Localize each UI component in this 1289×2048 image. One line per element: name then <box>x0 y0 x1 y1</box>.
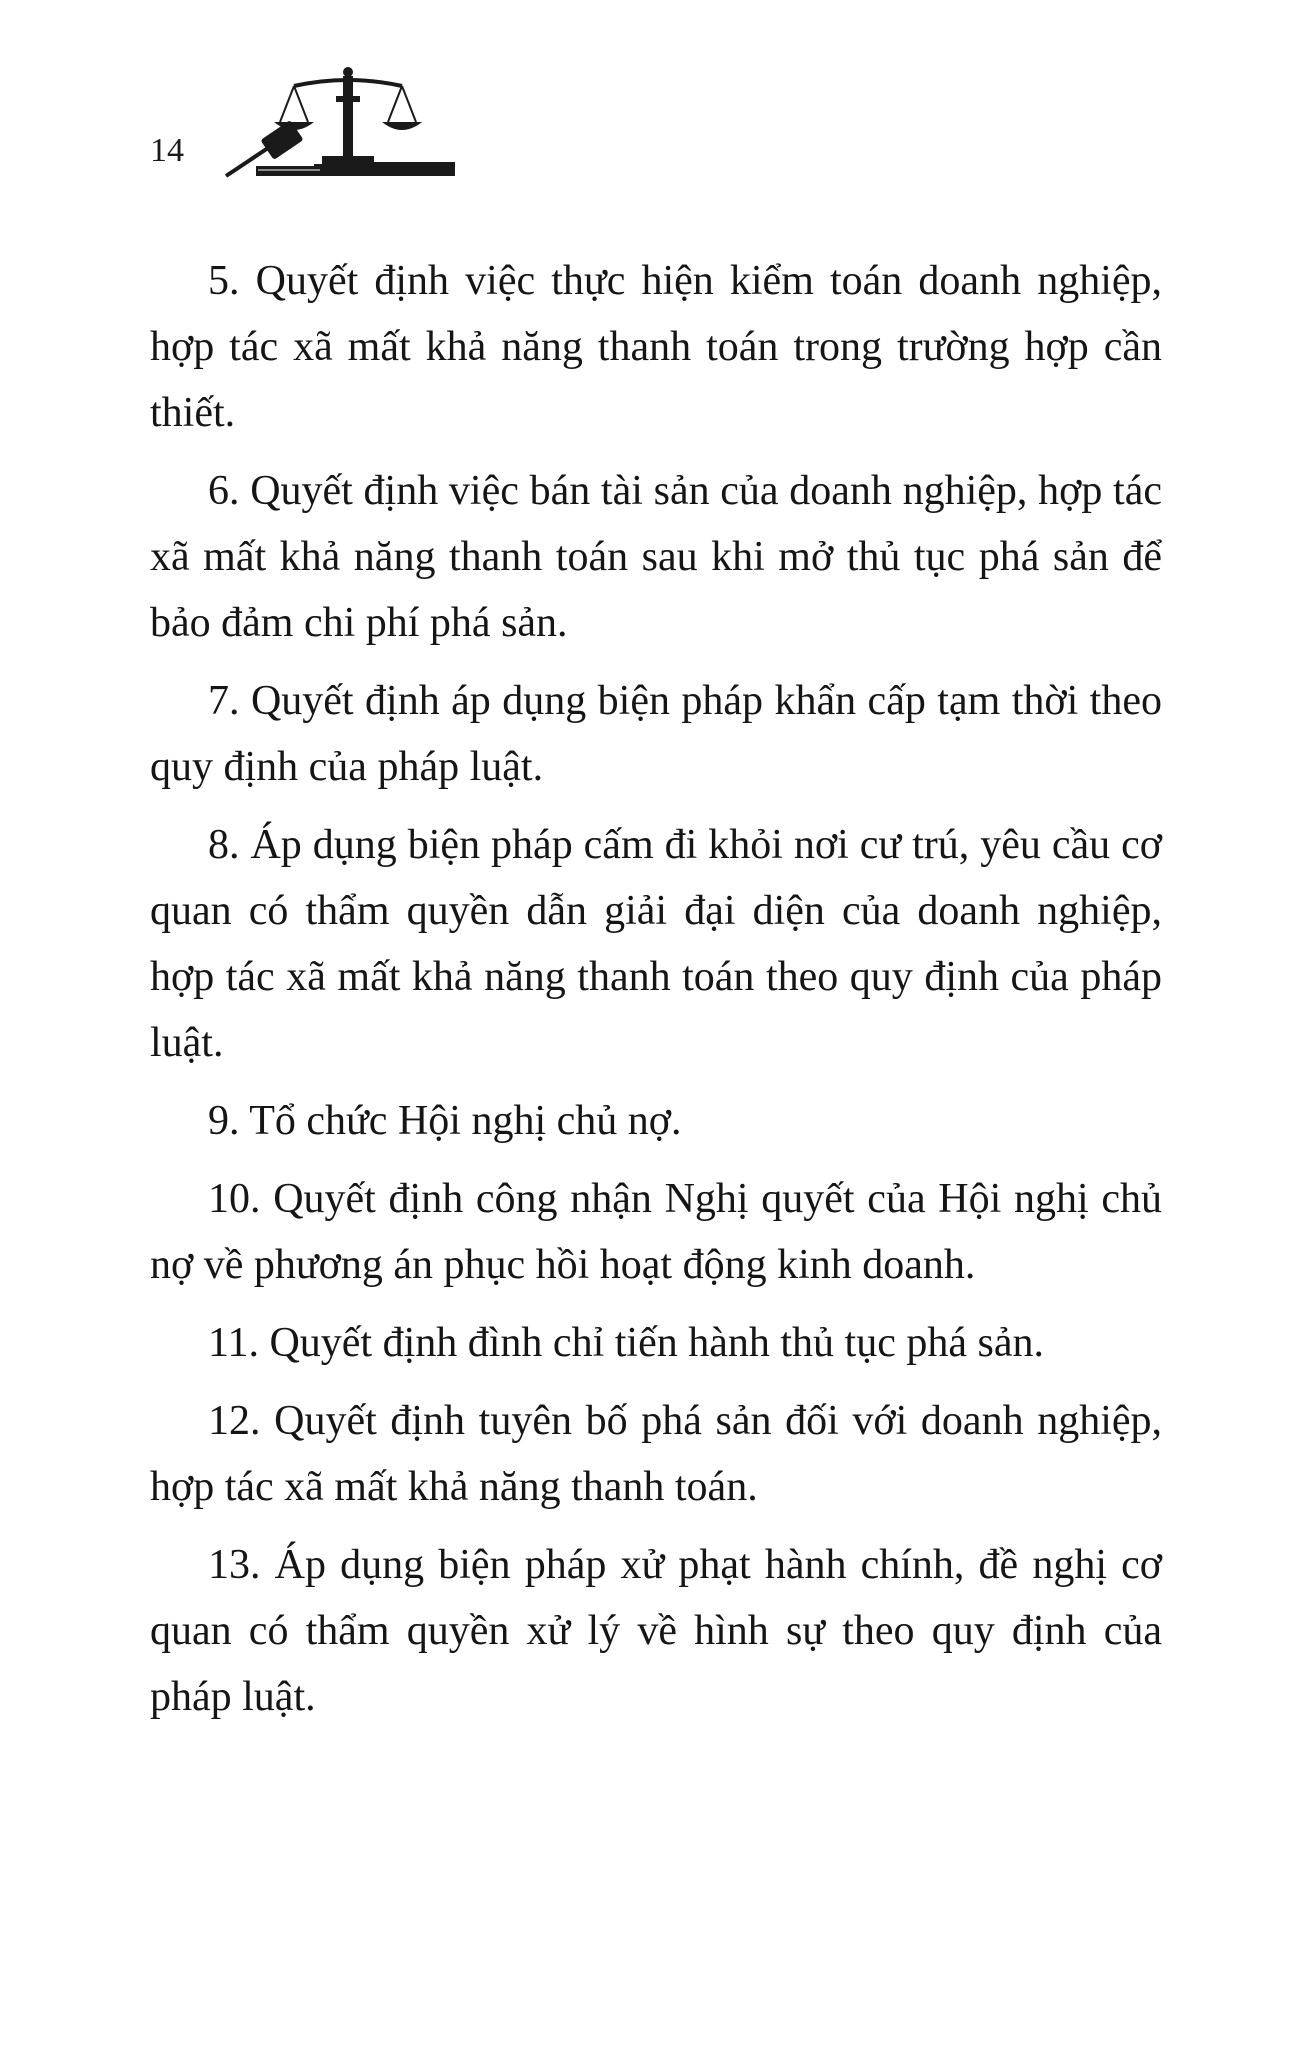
page-header <box>150 66 450 186</box>
paragraph-item-11: 11. Quyết định đình chỉ tiến hành thủ tục phá sản. <box>208 1320 1044 1366</box>
paragraph-item-9: 9. Tổ chức Hội nghị chủ nợ. <box>208 1098 682 1144</box>
paragraph-item-8: 8. Áp dụng biện pháp cấm đi khỏi nơi cư trú, yêu cầu cơ quan có thẩm quyền dẫn giải đại diện của doanh nghiệp, hợp tác xã mất khả năng thanh toán theo quy định của pháp luật. <box>150 822 1162 1066</box>
paragraph-item-10: 10. Quyết định công nhận Nghị quyết của Hội nghị chủ nợ về phương án phục hồi hoạt động kinh doanh. <box>150 1176 1162 1288</box>
scales-of-justice-gavel-icon <box>222 66 457 178</box>
paragraph-item-13: 13. Áp dụng biện pháp xử phạt hành chính, đề nghị cơ quan có thẩm quyền xử lý về hình sự theo quy định của pháp luật. <box>150 1542 1162 1720</box>
paragraph-item-7: 7. Quyết định áp dụng biện pháp khẩn cấp tạm thời theo quy định của pháp luật. <box>150 678 1162 790</box>
paragraph-item-12: 12. Quyết định tuyên bố phá sản đối với doanh nghiệp, hợp tác xã mất khả năng thanh toán. <box>150 1398 1162 1510</box>
page-number: 14 <box>150 132 184 169</box>
document-body <box>150 248 1162 1742</box>
paragraph-item-6: 6. Quyết định việc bán tài sản của doanh nghiệp, hợp tác xã mất khả năng thanh toán sau khi mở thủ tục phá sản để bảo đảm chi phí phá sản. <box>150 468 1162 646</box>
paragraph-item-5: 5. Quyết định việc thực hiện kiểm toán doanh nghiệp, hợp tác xã mất khả năng thanh toán trong trường hợp cần thiết. <box>150 258 1162 436</box>
